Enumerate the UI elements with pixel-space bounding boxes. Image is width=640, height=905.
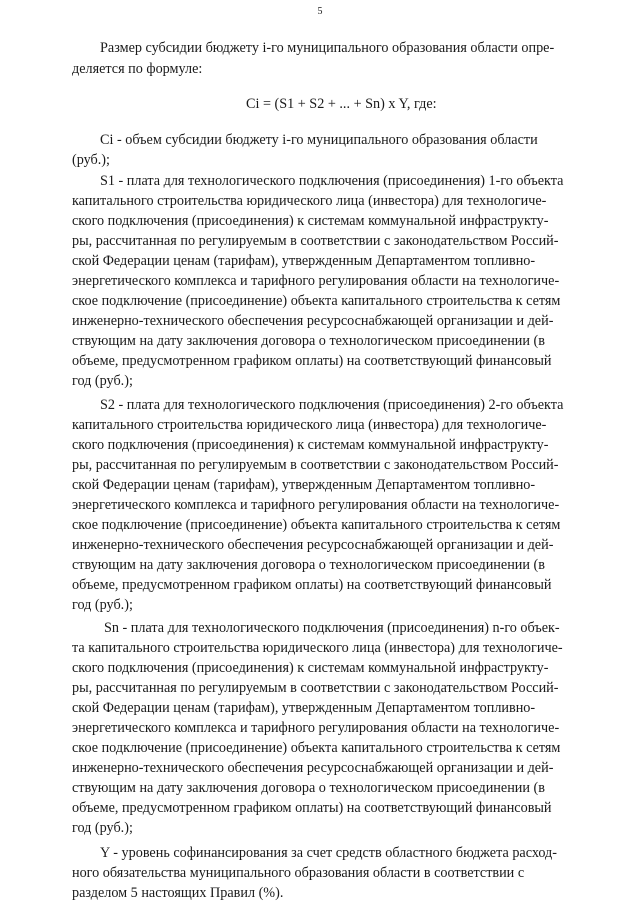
- sn-definition-line-1: Sn - плата для технологического подключения (присоединения) n-го объек-: [104, 620, 560, 636]
- sn-definition-line-9: ствующим на дату заключения договора о технологическом присоединении (в: [72, 780, 545, 796]
- s1-definition-line-9: ствующим на дату заключения договора о технологическом присоединении (в: [72, 333, 545, 349]
- s1-definition-line-10: объеме, предусмотренном графиком оплаты) на соответствующий финансовый: [72, 353, 552, 369]
- sn-definition-line-10: объеме, предусмотренном графиком оплаты) на соответствующий финансовый: [72, 800, 552, 816]
- y-definition-line-2: ного обязательства муниципального образования области в соответствии с: [72, 865, 525, 881]
- sn-definition-line-8: инженерно-технического обеспечения ресурсоснабжающей организации и дей-: [72, 760, 554, 776]
- s2-definition-line-1: S2 - плата для технологического подключения (присоединения) 2-го объекта: [100, 397, 564, 413]
- s1-definition-line-4: ры, рассчитанная по регулируемым в соответствии с законодательством Россий-: [72, 233, 559, 249]
- s1-definition-line-1: S1 - плата для технологического подключения (присоединения) 1-го объекта: [100, 173, 564, 189]
- s1-definition-line-7: ское подключение (присоединение) объекта капитального строительства к сетям: [72, 293, 561, 309]
- sn-definition-line-11: год (руб.);: [72, 820, 133, 836]
- s1-definition-line-11: год (руб.);: [72, 373, 133, 389]
- s1-definition-line-2: капитального строительства юридического лица (инвестора) для технологиче-: [72, 193, 547, 209]
- ci-definition-line-2: (руб.);: [72, 152, 110, 168]
- intro-line-1: Размер субсидии бюджету i-го муниципального образования области опре-: [100, 40, 555, 56]
- s2-definition-line-3: ского подключения (присоединения) к системам коммунальной инфраструкту-: [72, 437, 549, 453]
- sn-definition-line-2: та капитального строительства юридического лица (инвестора) для технологиче-: [72, 640, 563, 656]
- s1-definition-line-3: ского подключения (присоединения) к системам коммунальной инфраструкту-: [72, 213, 549, 229]
- s2-definition-line-6: энергетического комплекса и тарифного регулирования области на технологиче-: [72, 497, 560, 513]
- s2-definition-line-11: год (руб.);: [72, 597, 133, 613]
- ci-definition-line-1: Ci - объем субсидии бюджету i-го муниципального образования области: [100, 132, 538, 148]
- sn-definition-line-4: ры, рассчитанная по регулируемым в соответствии с законодательством Россий-: [72, 680, 559, 696]
- s2-definition-line-2: капитального строительства юридического лица (инвестора) для технологиче-: [72, 417, 547, 433]
- formula: Ci = (S1 + S2 + ... + Sn) x Y, где:: [246, 96, 437, 112]
- s1-definition-line-6: энергетического комплекса и тарифного регулирования области на технологиче-: [72, 273, 560, 289]
- s2-definition-line-10: объеме, предусмотренном графиком оплаты) на соответствующий финансовый: [72, 577, 552, 593]
- s2-definition-line-4: ры, рассчитанная по регулируемым в соответствии с законодательством Россий-: [72, 457, 559, 473]
- s2-definition-line-9: ствующим на дату заключения договора о технологическом присоединении (в: [72, 557, 545, 573]
- sn-definition-line-6: энергетического комплекса и тарифного регулирования области на технологиче-: [72, 720, 560, 736]
- sn-definition-line-5: ской Федерации ценам (тарифам), утвержденным Департаментом топливно-: [72, 700, 536, 716]
- s1-definition-line-8: инженерно-технического обеспечения ресурсоснабжающей организации и дей-: [72, 313, 554, 329]
- s2-definition-line-7: ское подключение (присоединение) объекта капитального строительства к сетям: [72, 517, 561, 533]
- s2-definition-line-8: инженерно-технического обеспечения ресурсоснабжающей организации и дей-: [72, 537, 554, 553]
- sn-definition-line-3: ского подключения (присоединения) к системам коммунальной инфраструкту-: [72, 660, 549, 676]
- intro-line-2: деляется по формуле:: [72, 61, 203, 77]
- page-number: 5: [317, 6, 323, 17]
- sn-definition-line-7: ское подключение (присоединение) объекта капитального строительства к сетям: [72, 740, 561, 756]
- y-definition-line-3: разделом 5 настоящих Правил (%).: [72, 885, 284, 901]
- y-definition-line-1: Y - уровень софинансирования за счет средств областного бюджета расход-: [100, 845, 557, 861]
- s2-definition-line-5: ской Федерации ценам (тарифам), утвержденным Департаментом топливно-: [72, 477, 536, 493]
- s1-definition-line-5: ской Федерации ценам (тарифам), утвержденным Департаментом топливно-: [72, 253, 536, 269]
